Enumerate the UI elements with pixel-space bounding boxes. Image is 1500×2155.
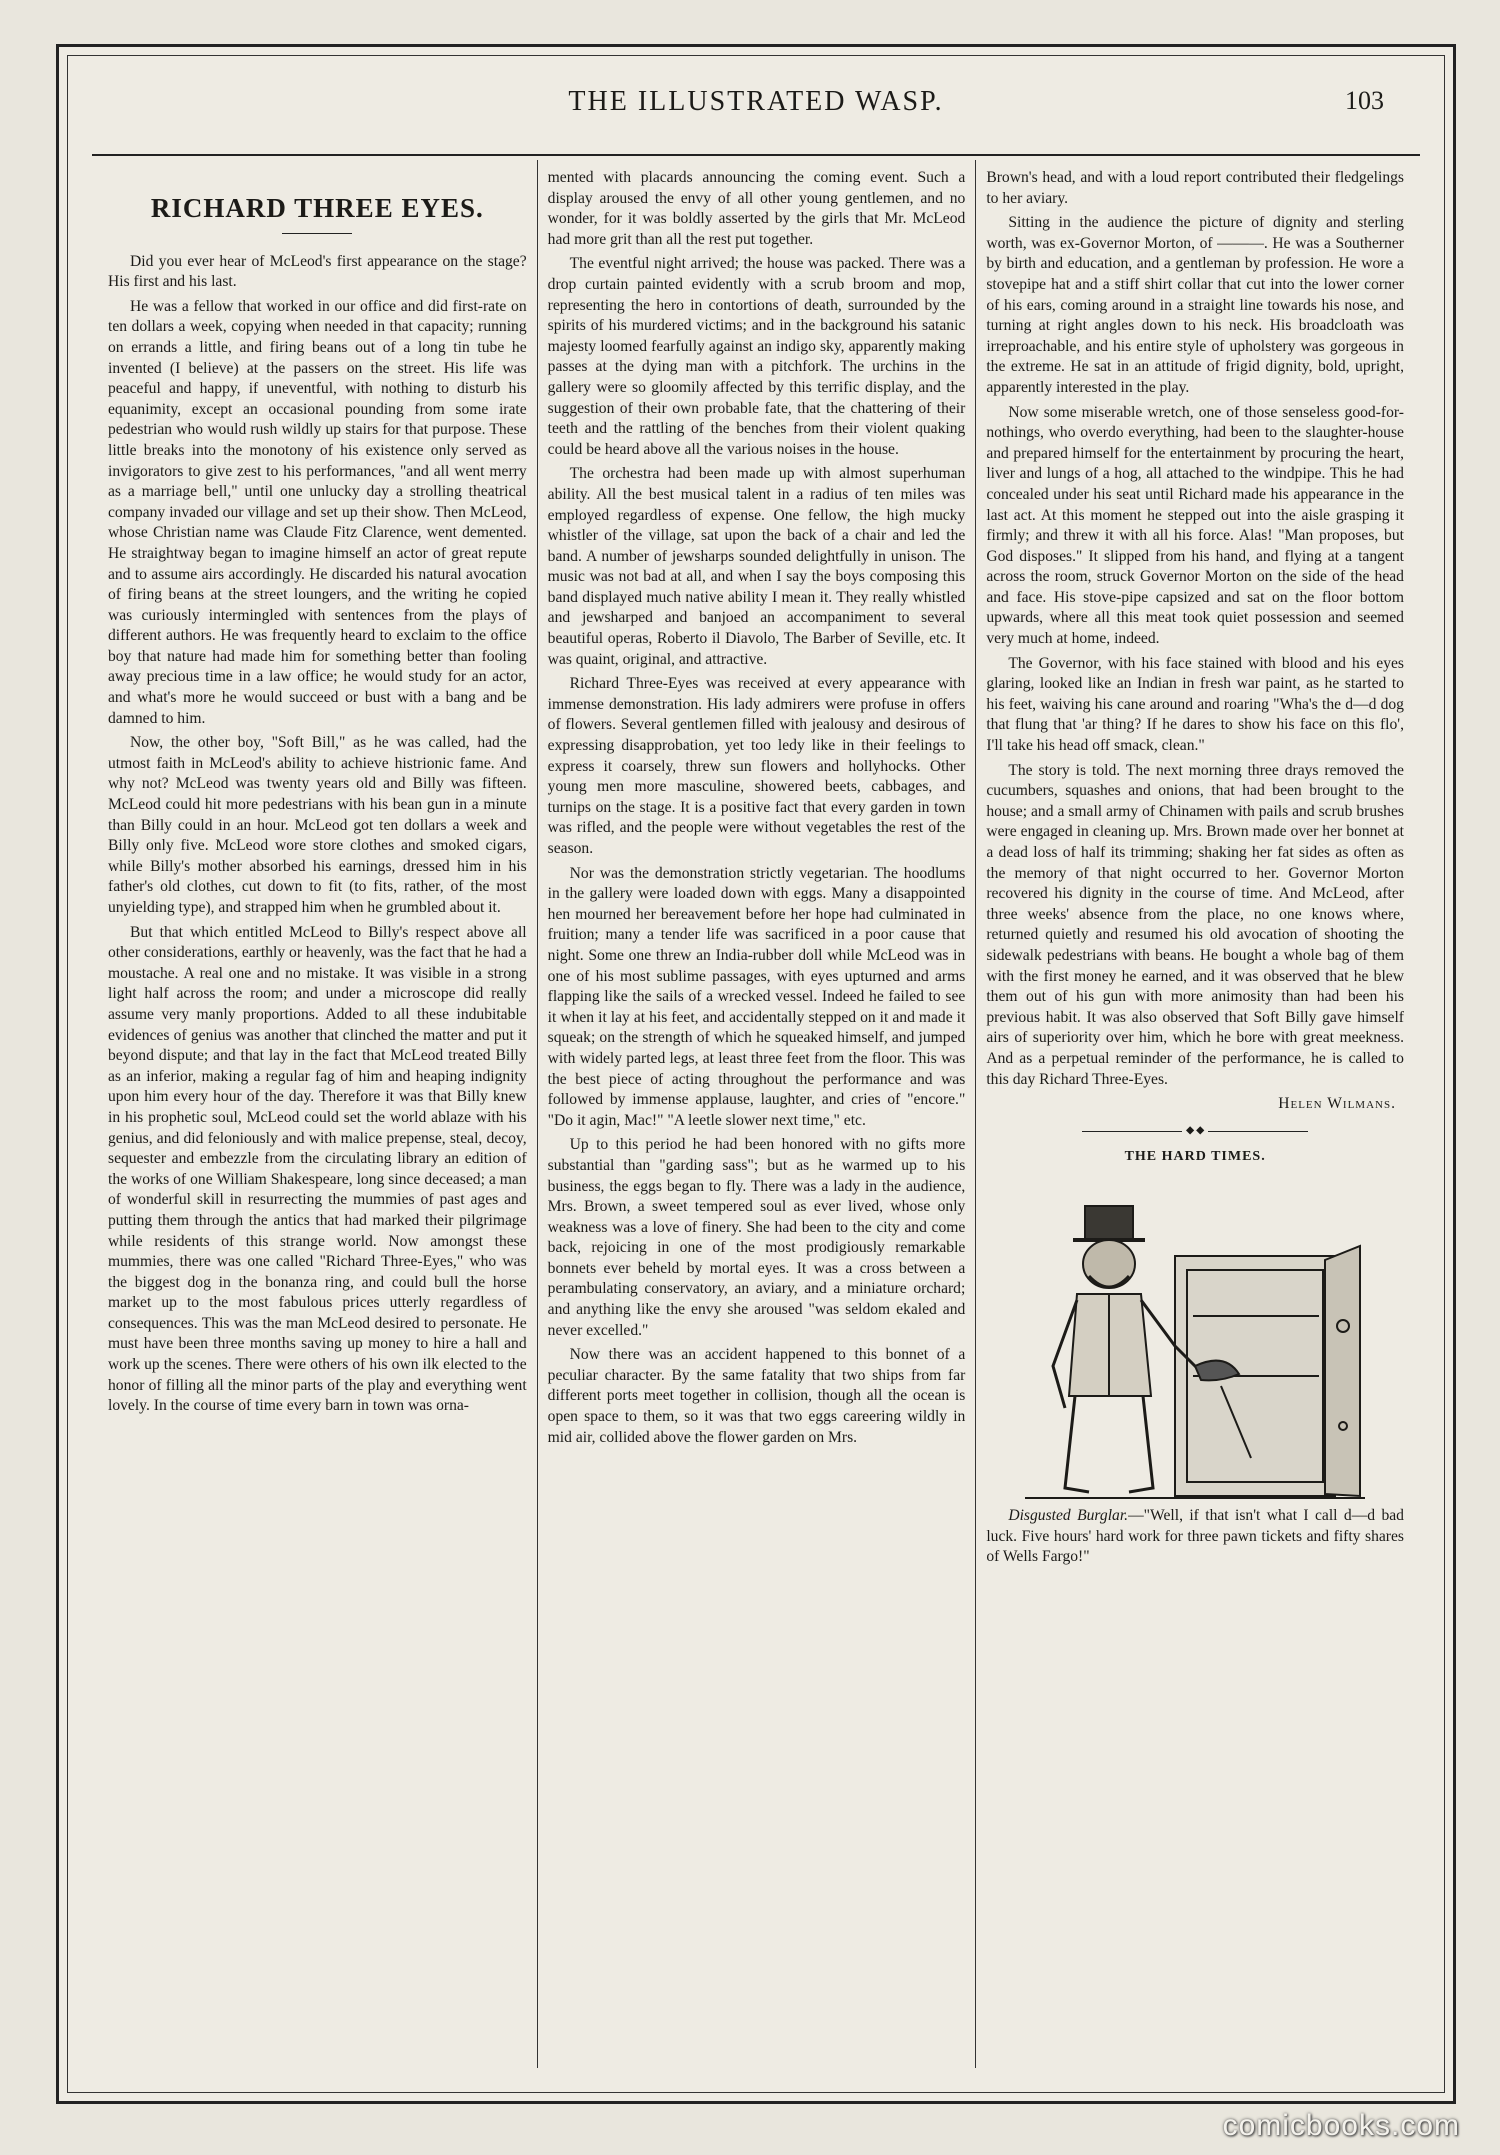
article-title: RICHARD THREE EYES.	[150, 193, 484, 223]
paragraph: mented with placards announcing the coming event. Such a display aroused the envy of all other young gentlemen, and no wonder, for it was boldly asserted by the girls that Mr. McLeod had more grit than all the rest put together.	[547, 169, 966, 248]
burglar-cartoon-illustration	[1025, 1176, 1365, 1506]
page-frame	[56, 44, 1456, 2104]
paragraph: But that which entitled McLeod to Billy's respect above all other considerations, earthly or heavenly, was the fact that he had a moustache. A real one and no mistake. It was visible in a strong light half across the room; and under a microscope did really assume very manly proportions. Added to all these indubitable evidences of genius was another that clinched the matter and put it beyond dispute; and that lay in the fact that McLeod treated Billy as an inferior, making a regular fag of him and heaping indignity upon him every hour of the day. Therefore it was that Billy knew in his prophetic soul, McLeod could set the world ablaze with his genius, and did feloniously and with malice prepense, steal, decoy, sequester and embezzle from the circulating library an edition of the works of one William Shakespeare, long since deceased; a man of wonderful skill in resurrecting the mummies of past ages and putting them through the antics that had marked their pilgrimage while residents of this strange world. Now amongst these mummies, there was one called "Richard Three-Eyes," who was the biggest dog in the bonanza ring, and could bull the horse market up to the most fabulous prices utterly regardless of consequences. This was the man McLeod desired to personate. He must have been three months saving up money to hire a hall and work up the scenes. There were others of his own ilk elected to the honor of filling all the minor parts of the play and everything went lovely. In the course of time every barn in town was orna-	[108, 923, 527, 1415]
paragraph: Now there was an accident happened to this bonnet of a peculiar character. By the same fatality that two ships from far different ports meet together in collision, though all the ocean is open space to them, so it was that two eggs careering wildly in mid air, collided above the flower garden on Mrs.	[547, 1346, 966, 1446]
cartoon-caption	[986, 1506, 1404, 1568]
page-number: 103	[1345, 86, 1384, 115]
paragraph: The Governor, with his face stained with blood and his eyes glaring, looked like an Indian in fresh war paint, as he started to his feet, waiving his cane around and roaring "Wha's the d—d dog that flung that 'ar thing? If he dares to show his face on this flo', I'll take his head off smack, clean."	[986, 654, 1404, 755]
paragraph: He was a fellow that worked in our office and did first-rate on ten dollars a week, copying when needed in that capacity; running on errands a little, and firing beans out of a long tin tube he invented (I believe) at the passers on the street. His life was peaceful and happy, if uneventful, with nothing to disturb his equanimity, except an occasional pounding from some irate pedestrian who would rush wildly up stairs for that purpose. These little breaks into the monotony of his existence only served as invigorators to give zest to his performances, "and all went merry as a marriage bell," until one unlucky day a strolling theatrical company invaded our village and set up their show. Then McLeod, whose Christian name was Claude Fitz Clarence, went demented. He straightway began to imagine himself an actor of great repute and to assume airs accordingly. He discarded his natural avocation of firing beans at the street loungers, and the writing he copied was curiously intermingled with sentences from the plays of different authors. He was frequently heard to exclaim to the office boy that nature had made him for something better than fooling away precious time in a law office; he would study for an actor, and what's more he would succeed or bust with a bang and be damned to him.	[108, 297, 527, 727]
paragraph: Richard Three-Eyes was received at every appearance with immense demonstration. His lady admirers were profuse in offers of flowers. Several gentlemen filled with jealousy and desirous of expressing disapprobation, yet too ledy like in their feelings to express it coarsely, threw sun flowers and hollyhocks. Other young men more masculine, showered beets, cabbages, and turnips on the stage. It is a positive fact that every garden in town was rifled, and the people were without vegetables the rest of the season.	[547, 675, 966, 857]
paragraph: The eventful night arrived; the house was packed. There was a drop curtain painted evidently with a scrub broom and mop, representing the hero in contortions of death, surrounded by the spirits of his murdered victims; and in the background his satanic majesty loomed fearfully against an indigo sky, apparently making passes at the dying man with a pitchfork. The urchins in the gallery were so gloomily affected by this terrific display, and the suggestion of their own probable fate, that the chattering of their teeth and the rattling of the benches from their violent quaking could be heard above all the various noises in the house.	[547, 255, 966, 458]
paragraph: Did you ever hear of McLeod's first appearance on the stage? His first and his last.	[108, 252, 527, 291]
title-rule	[282, 233, 352, 234]
header-rule	[92, 154, 1420, 156]
column-1	[98, 160, 537, 2068]
author-byline: Helen Wilmans.	[1278, 1095, 1396, 1113]
column-2	[537, 160, 976, 2068]
caption-text: —"Well, if that isn't what I call d—d bad luck. Five hours' hard work for three pawn tickets and fifty shares of Wells Fargo!"	[986, 1507, 1404, 1566]
paragraph: The story is told. The next morning three drays removed the cucumbers, squashes and onions, that had been brought to the house; and a small army of Chinamen with pails and scrub brushes were engaged in cleaning up. Mrs. Brown made over her bonnet at a dead loss of half its trimming; shaking her fat sides as often as the memory of that night occurred to her. Governor Morton recovered his dignity in the course of time. And McLeod, after three weeks' absence from the place, no one knows where, returned quietly and resumed his old avocation of shooting the sidewalk pedestrians with beans. He bought a whole bag of them with the first money he earned, and it was observed that he blew them out of his gun with more animosity than had been his previous habit. It was also observed that Soft Billy gave himself airs of superiority over him, which he bore with great meekness. And as a perpetual reminder of the performance, he is called to this day Richard Three-Eyes.	[986, 761, 1404, 1088]
paragraph: Now some miserable wretch, one of those senseless good-for-nothings, who overdo everything, had been to the slaughter-house and prepared himself for the entertainment by procuring the heart, liver and lungs of a hog, all attached to the windpipe. This he had concealed under his seat until Richard made his appearance in the last act. At this moment he stepped out into the aisle grasping it firmly; and threw it with all his force. Alas! "Man proposes, but God disposes." It slipped from his hand, and flying at a tangent across the room, struck Governor Morton on the side of the head and face. His stove-pipe capsized and sat on the floor bottom upwards, where all this meat took quiet possession and seemed very much at home, indeed.	[986, 403, 1404, 648]
section-divider: ◆ ◆	[986, 1121, 1404, 1142]
paragraph: Brown's head, and with a loud report contributed their fledgelings to her aviary.	[986, 169, 1404, 207]
watermark: comicbooks.com	[1222, 2109, 1460, 2142]
paragraph: Up to this period he had been honored with no gifts more substantial than "garding sass"; but as he warmed up to his business, the eggs began to fly. There was a lady in the audience, Mrs. Brown, a sweet tempered soul as ever lived, whose only weakness was a love of finery. She had been to the city and come back, rejoicing in one of the most prodigiously remarkable bonnets ever beheld by mortal eyes. It was a cross between a perambulating conservatory, an aviary, and a miniature orchard; and anything like the envy she aroused "was seldom ekaled and never excelled."	[547, 1136, 966, 1339]
column-3	[975, 160, 1414, 2068]
caption-speaker: Disgusted Burglar.	[1008, 1507, 1129, 1525]
paragraph: Now, the other boy, "Soft Bill," as he was called, had the utmost faith in McLeod's ability to achieve histrionic fame. And why not? McLeod was twenty years old and Billy was fifteen. McLeod could hit more pedestrians with his bean gun in a minute than Billy could in an hour. McLeod got ten dollars a week and Billy only five. McLeod wore store clothes and smoked cigars, while Billy's mother absorbed his earnings, dressed him in his father's old clothes, cut down to fit (to fits, rather, of the most unyielding type), and strapped him when he grumbled about it.	[108, 734, 527, 916]
paragraph: Sitting in the audience the picture of dignity and sterling worth, was ex-Governor Morton, of ———. He was a Southerner by birth and education, and a gentleman by profession. He wore a stovepipe hat and a stiff shirt collar that cut into the lower corner of his ears, coming around in a straight line towards his nose, and turning at right angles down to his neck. His broadcloath was irreproachable, and his entire style of upholstery was gorgeous in the extreme. He sat in an attitude of frigid dignity, bold, upright, apparently interested in the play.	[986, 214, 1404, 396]
cartoon-title: THE HARD TIMES.	[1124, 1149, 1266, 1165]
paragraph: Nor was the demonstration strictly vegetarian. The hoodlums in the gallery were loaded down with eggs. Many a disappointed hen mourned her bereavement before her hope had culminated in fruition; many a tender life was sacrificed in a poor cause that night. Some one threw an India-rubber doll while McLeod was in one of his most sublime passages, with eyes upturned and arms flapping like the sails of a wrecked vessel. Indeed he failed to see it when it lay at his feet, and accidentally stepped on it and made it squeak; on the strength of which he squeaked himself, and jumped with widely parted legs, at least three feet from the floor. This was the best piece of acting throughout the performance and was followed by immense applause, laughter, and cries of "encore." "Do it agin, Mac!" "A leetle slower next time," etc.	[547, 864, 966, 1129]
page-inner-border	[67, 55, 1445, 2093]
masthead: THE ILLUSTRATED WASP.	[568, 86, 944, 117]
running-header	[68, 86, 1444, 136]
article-columns	[98, 160, 1414, 2068]
paragraph: The orchestra had been made up with almost superhuman ability. All the best musical talent in a radius of ten miles was employed regardless of expense. One fellow, the high mucky whistler of the village, sat upon the back of a chair and led the band. A number of jewsharps sounded delightfully in unison. The music was not bad at all, and when I say the boys composing this band displayed much native ability I mean it. They really whistled and jewsharped and banjoed an accompaniment to several beautiful operas, Roberto il Diavolo, The Barber of Seville, etc. It was quaint, original, and attractive.	[547, 465, 966, 668]
